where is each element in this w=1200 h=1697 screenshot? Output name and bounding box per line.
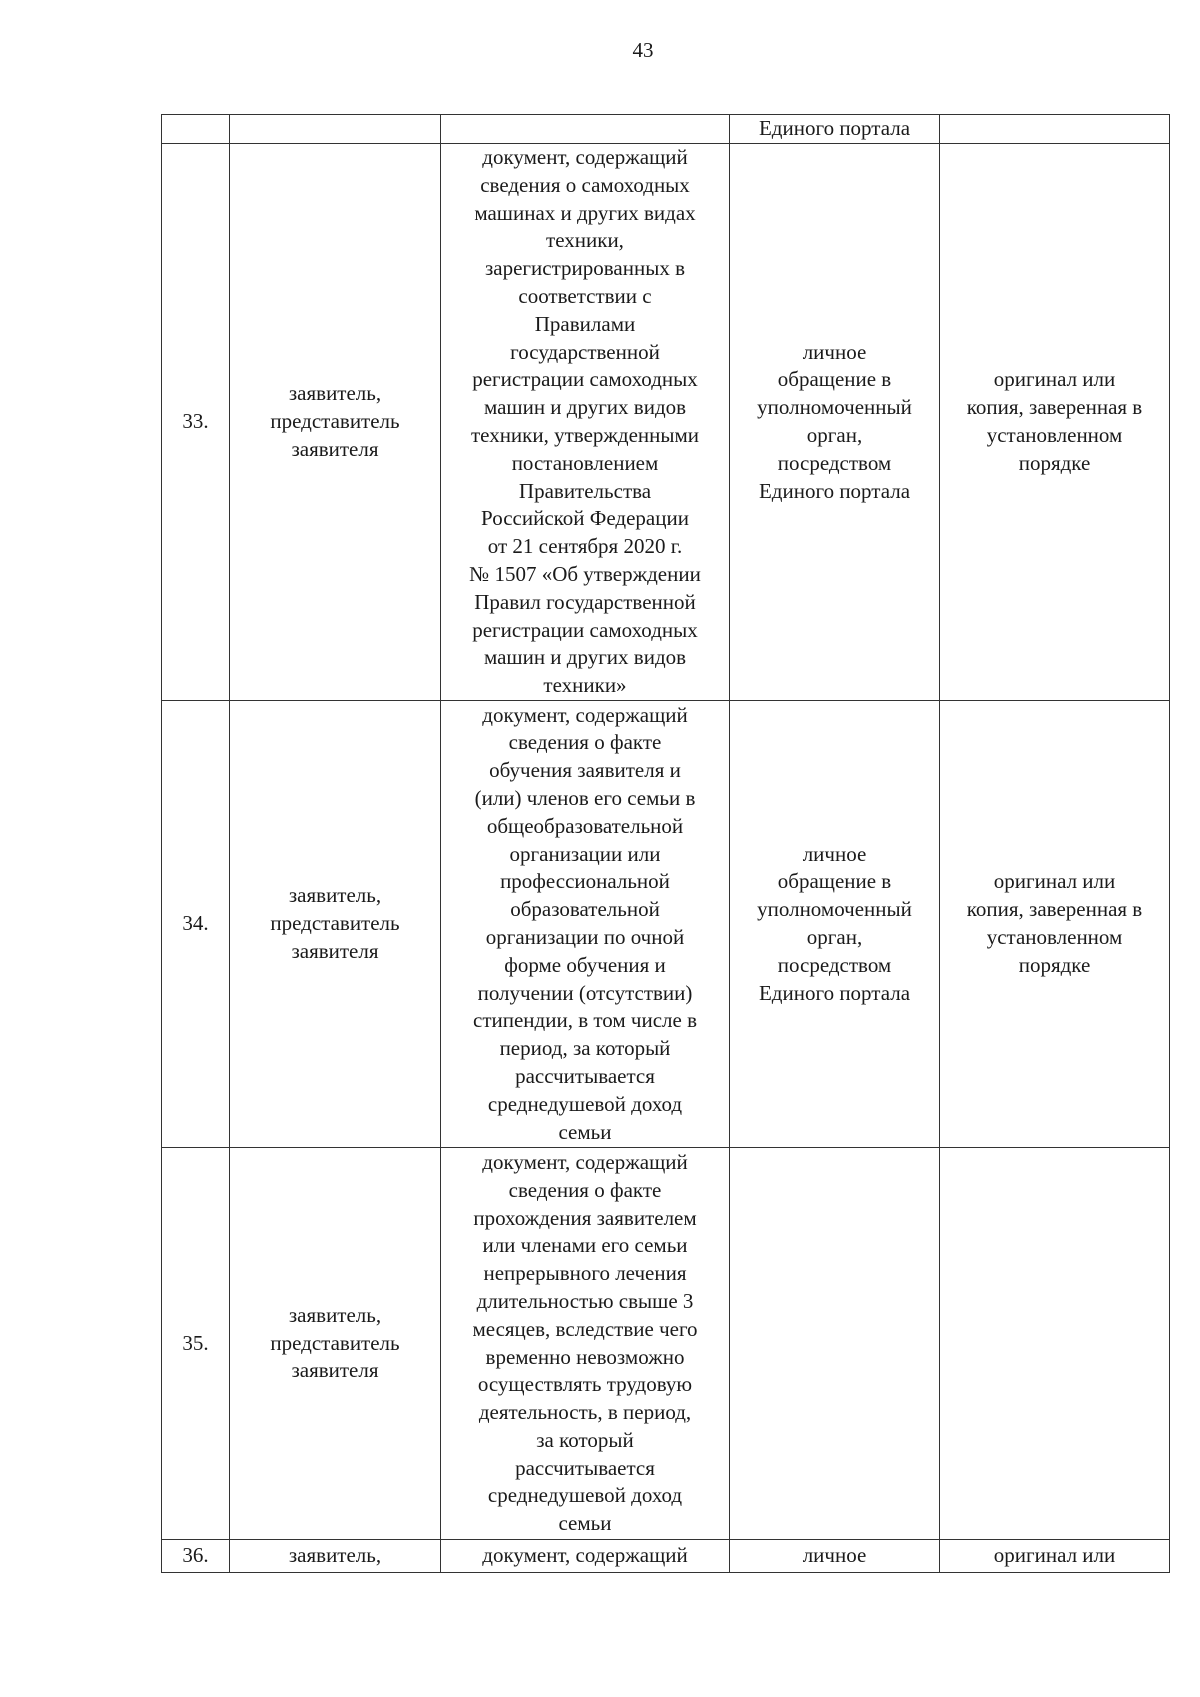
submission-method-cell: личное [730,1540,940,1573]
applicant-cell: заявитель, представитель заявителя [230,1148,441,1540]
document-form-cell: оригинал или копия, заверенная в установленном порядке [940,701,1170,1148]
document-cell [441,115,730,144]
document-cell: документ, содержащий сведения о факте прохождения заявителем или членами его семьи непрерывного лечения длительностью свыше 3 месяцев, вследствие чего временно невозможно осуществлять трудовую деятельность, в период, за который рассчитывается среднедушевой доход семьи [441,1148,730,1540]
page-number: 43 [632,38,654,62]
document-form-cell [940,1148,1170,1540]
document-form-cell [940,115,1170,144]
row-number-cell: 34. [162,701,230,1148]
submission-method-cell [730,1148,940,1540]
document-cell: документ, содержащий [441,1540,730,1573]
document-cell: документ, содержащий сведения о самоходных машинах и других видах техники, зарегистрированных в соответствии с Правилами государственной регистрации самоходных машин и других видов техники, утвержденными постановлением Правительства Российской Федерации от 21 сентября 2020 г. № 1507 «Об утверждении Правил государственной регистрации самоходных машин и других видов техники» [441,144,730,701]
submission-method-cell: Единого портала [730,115,940,144]
table-row-continuation [162,115,1170,144]
document-form-cell: оригинал или копия, заверенная в установленном порядке [940,144,1170,701]
table-row [162,1540,1170,1573]
documents-table [161,114,1170,1573]
document-form-cell: оригинал или [940,1540,1170,1573]
table-row [162,1148,1170,1540]
applicant-cell: заявитель, представитель заявителя [230,701,441,1148]
table-row [162,144,1170,701]
row-number-cell: 33. [162,144,230,701]
table-row [162,701,1170,1148]
document-cell: документ, содержащий сведения о факте обучения заявителя и (или) членов его семьи в общеобразовательной организации или профессиональной образовательной организации по очной форме обучения и получении (отсутствии) стипендии, в том числе в период, за который рассчитывается среднедушевой доход семьи [441,701,730,1148]
applicant-cell [230,115,441,144]
row-number-cell [162,115,230,144]
submission-method-cell: личное обращение в уполномоченный орган, посредством Единого портала [730,144,940,701]
applicant-cell: заявитель, [230,1540,441,1573]
submission-method-cell: личное обращение в уполномоченный орган, посредством Единого портала [730,701,940,1148]
row-number-cell: 36. [162,1540,230,1573]
applicant-cell: заявитель, представитель заявителя [230,144,441,701]
row-number-cell: 35. [162,1148,230,1540]
